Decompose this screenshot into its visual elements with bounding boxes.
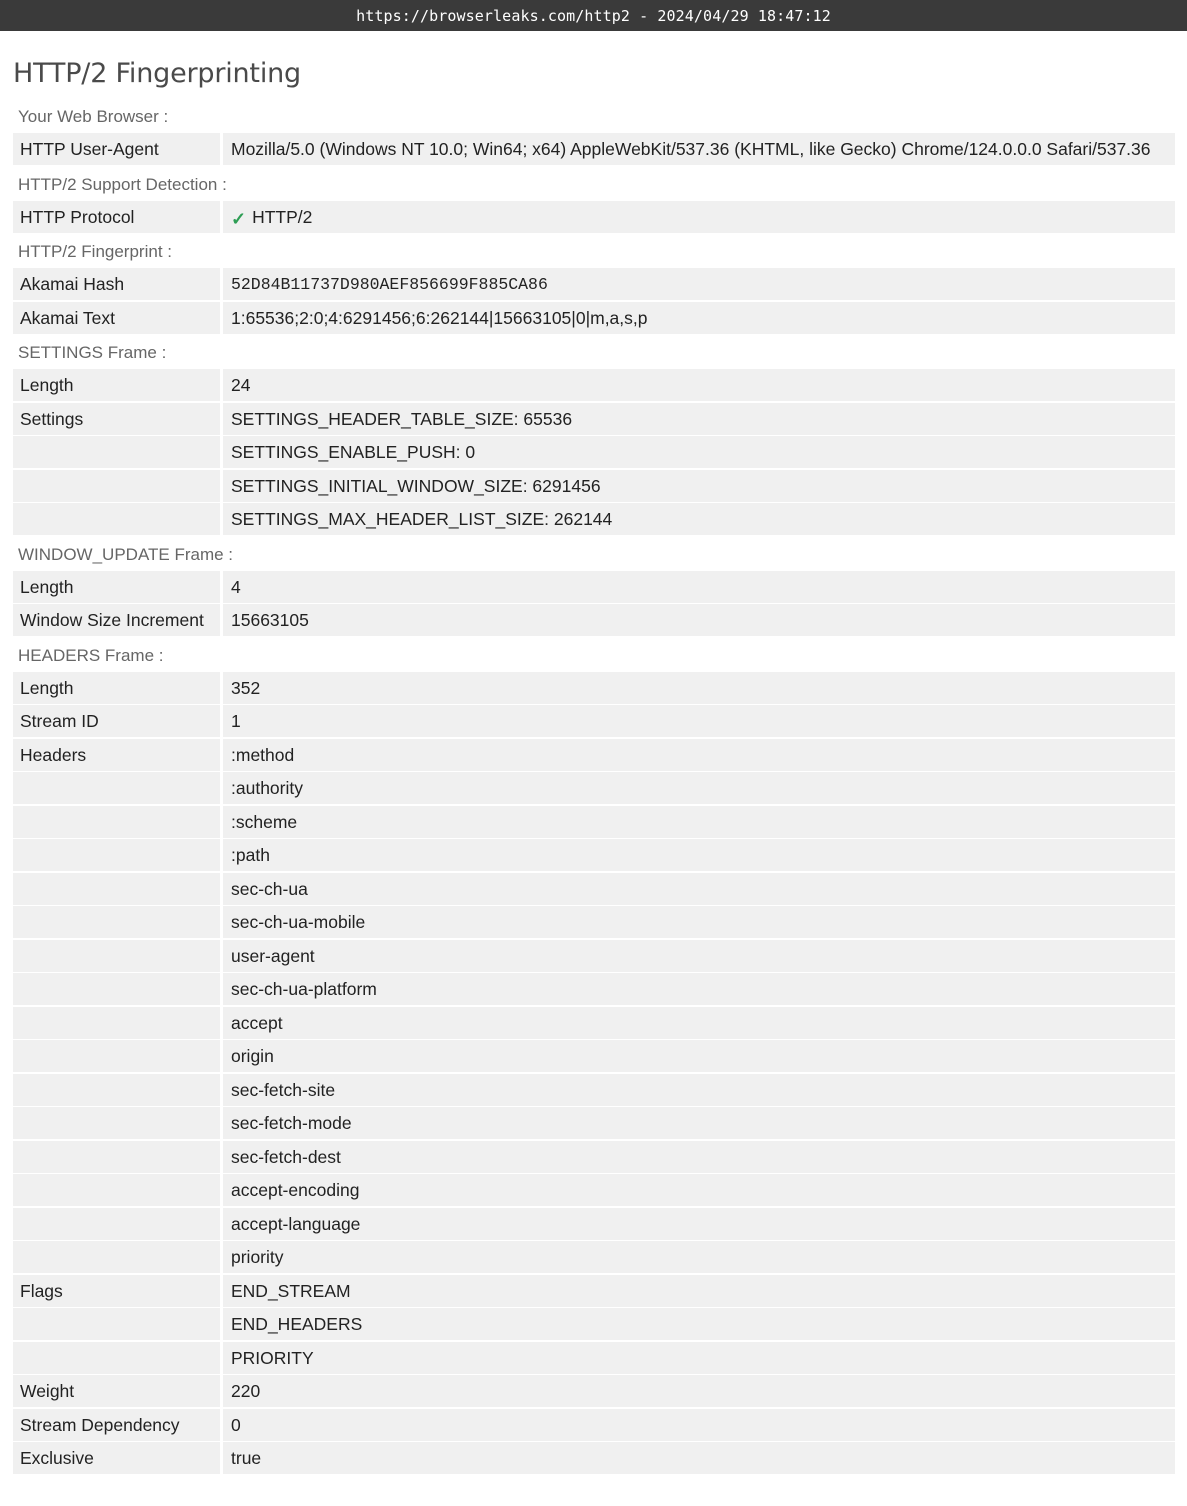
table-row: [13, 1174, 1175, 1206]
exclusive-value: true: [223, 1442, 1175, 1474]
table-row: [13, 1107, 1175, 1139]
table-row: [13, 772, 1175, 804]
user-agent-value: Mozilla/5.0 (Windows NT 10.0; Win64; x64) AppleWebKit/537.36 (KHTML, like Gecko) Chrome/124.0.0.0 Safari/537.36: [223, 133, 1175, 165]
empty-label: [13, 1208, 220, 1240]
header-name-value: :method: [223, 739, 1175, 771]
akamai-text-value: 1:65536;2:0;4:6291456;6:262144|15663105|0|m,a,s,p: [223, 302, 1175, 334]
empty-label: [13, 1174, 220, 1206]
table-row: [13, 1141, 1175, 1173]
header-name-value: accept-encoding: [223, 1174, 1175, 1206]
table-row: [13, 973, 1175, 1005]
table-row: [13, 906, 1175, 938]
empty-label: [13, 839, 220, 871]
settings-value: SETTINGS_MAX_HEADER_LIST_SIZE: 262144: [223, 503, 1175, 535]
protocol-cell: [223, 201, 1175, 233]
empty-label: [13, 906, 220, 938]
address-bar: [0, 0, 1187, 31]
page-title: HTTP/2 Fingerprinting: [13, 58, 301, 89]
stream-dependency-label: Stream Dependency: [13, 1409, 220, 1441]
table-row: [13, 1007, 1175, 1039]
table-row: [13, 302, 1175, 334]
flag-value: PRIORITY: [223, 1342, 1175, 1374]
settings-length-label: Length: [13, 369, 220, 401]
table-row: [13, 403, 1175, 435]
header-name-value: accept-language: [223, 1208, 1175, 1240]
window-increment-value: 15663105: [223, 604, 1175, 636]
header-name-value: sec-ch-ua: [223, 873, 1175, 905]
empty-label: [13, 1241, 220, 1273]
checkmark-icon: ✓: [231, 208, 247, 229]
empty-label: [13, 470, 220, 502]
empty-label: [13, 772, 220, 804]
table-row: [13, 201, 1175, 233]
header-name-value: user-agent: [223, 940, 1175, 972]
flag-value: END_STREAM: [223, 1275, 1175, 1307]
header-name-value: :authority: [223, 772, 1175, 804]
protocol-value: HTTP/2: [252, 206, 313, 227]
empty-label: [13, 873, 220, 905]
window-length-value: 4: [223, 571, 1175, 603]
section-title-support: HTTP/2 Support Detection :: [18, 174, 227, 194]
table-row: [13, 369, 1175, 401]
settings-value: SETTINGS_INITIAL_WINDOW_SIZE: 6291456: [223, 470, 1175, 502]
stream-id-label: Stream ID: [13, 705, 220, 737]
url-timestamp: https://browserleaks.com/http2 - 2024/04/29 18:47:12: [356, 7, 831, 25]
headers-label: Headers: [13, 739, 220, 771]
section-title-window-update: WINDOW_UPDATE Frame :: [18, 544, 234, 564]
settings-value: SETTINGS_HEADER_TABLE_SIZE: 65536: [223, 403, 1175, 435]
akamai-hash-label: Akamai Hash: [13, 268, 220, 300]
table-row: [13, 806, 1175, 838]
header-name-value: sec-ch-ua-mobile: [223, 906, 1175, 938]
table-row: [13, 1375, 1175, 1407]
section-title-headers: HEADERS Frame :: [18, 645, 164, 665]
exclusive-label: Exclusive: [13, 1442, 220, 1474]
flag-value: END_HEADERS: [223, 1308, 1175, 1340]
headers-list: [13, 739, 1175, 1274]
table-row: [13, 133, 1175, 165]
akamai-text-label: Akamai Text: [13, 302, 220, 334]
window-length-label: Length: [13, 571, 220, 603]
stream-id-value: 1: [223, 705, 1175, 737]
protocol-label: HTTP Protocol: [13, 201, 220, 233]
table-row: [13, 739, 1175, 771]
table-row: [13, 503, 1175, 535]
empty-label: [13, 503, 220, 535]
empty-label: [13, 1007, 220, 1039]
empty-label: [13, 1074, 220, 1106]
headers-length-label: Length: [13, 672, 220, 704]
table-row: [13, 839, 1175, 871]
section-title-browser: Your Web Browser :: [18, 107, 169, 126]
header-name-value: priority: [223, 1241, 1175, 1273]
table-row: [13, 1442, 1175, 1474]
header-name-value: sec-fetch-dest: [223, 1141, 1175, 1173]
akamai-hash-value: 52D84B11737D980AEF856699F885CA86: [223, 268, 1175, 300]
header-name-value: :path: [223, 839, 1175, 871]
table-row: [13, 1275, 1175, 1307]
main-content: [0, 31, 1187, 1474]
table-row: [13, 470, 1175, 502]
empty-label: [13, 1040, 220, 1072]
table-row: [13, 705, 1175, 737]
table-row: [13, 1308, 1175, 1340]
empty-label: [13, 1107, 220, 1139]
empty-label: [13, 940, 220, 972]
section-title-fingerprint: HTTP/2 Fingerprint :: [18, 242, 172, 261]
header-name-value: accept: [223, 1007, 1175, 1039]
table-row: [13, 604, 1175, 636]
table-row: [13, 436, 1175, 468]
empty-label: [13, 1342, 220, 1374]
empty-label: [13, 1308, 220, 1340]
empty-label: [13, 806, 220, 838]
weight-value: 220: [223, 1375, 1175, 1407]
empty-label: [13, 436, 220, 468]
settings-label: Settings: [13, 403, 220, 435]
header-name-value: sec-fetch-mode: [223, 1107, 1175, 1139]
section-title-settings: SETTINGS Frame :: [18, 343, 167, 362]
window-increment-label: Window Size Increment: [13, 604, 220, 636]
table-row: [13, 940, 1175, 972]
header-name-value: sec-fetch-site: [223, 1074, 1175, 1106]
table-row: [13, 268, 1175, 300]
flags-list: [13, 1275, 1175, 1374]
settings-value: SETTINGS_ENABLE_PUSH: 0: [223, 436, 1175, 468]
header-name-value: origin: [223, 1040, 1175, 1072]
header-name-value: sec-ch-ua-platform: [223, 973, 1175, 1005]
flags-label: Flags: [13, 1275, 220, 1307]
headers-length-value: 352: [223, 672, 1175, 704]
empty-label: [13, 973, 220, 1005]
table-row: [13, 1342, 1175, 1374]
user-agent-label: HTTP User-Agent: [13, 133, 220, 165]
table-row: [13, 1409, 1175, 1441]
table-row: [13, 1074, 1175, 1106]
table-row: [13, 1040, 1175, 1072]
header-name-value: :scheme: [223, 806, 1175, 838]
table-row: [13, 1241, 1175, 1273]
table-row: [13, 873, 1175, 905]
table-row: [13, 571, 1175, 603]
weight-label: Weight: [13, 1375, 220, 1407]
empty-label: [13, 1141, 220, 1173]
settings-length-value: 24: [223, 369, 1175, 401]
table-row: [13, 672, 1175, 704]
stream-dependency-value: 0: [223, 1409, 1175, 1441]
table-row: [13, 1208, 1175, 1240]
